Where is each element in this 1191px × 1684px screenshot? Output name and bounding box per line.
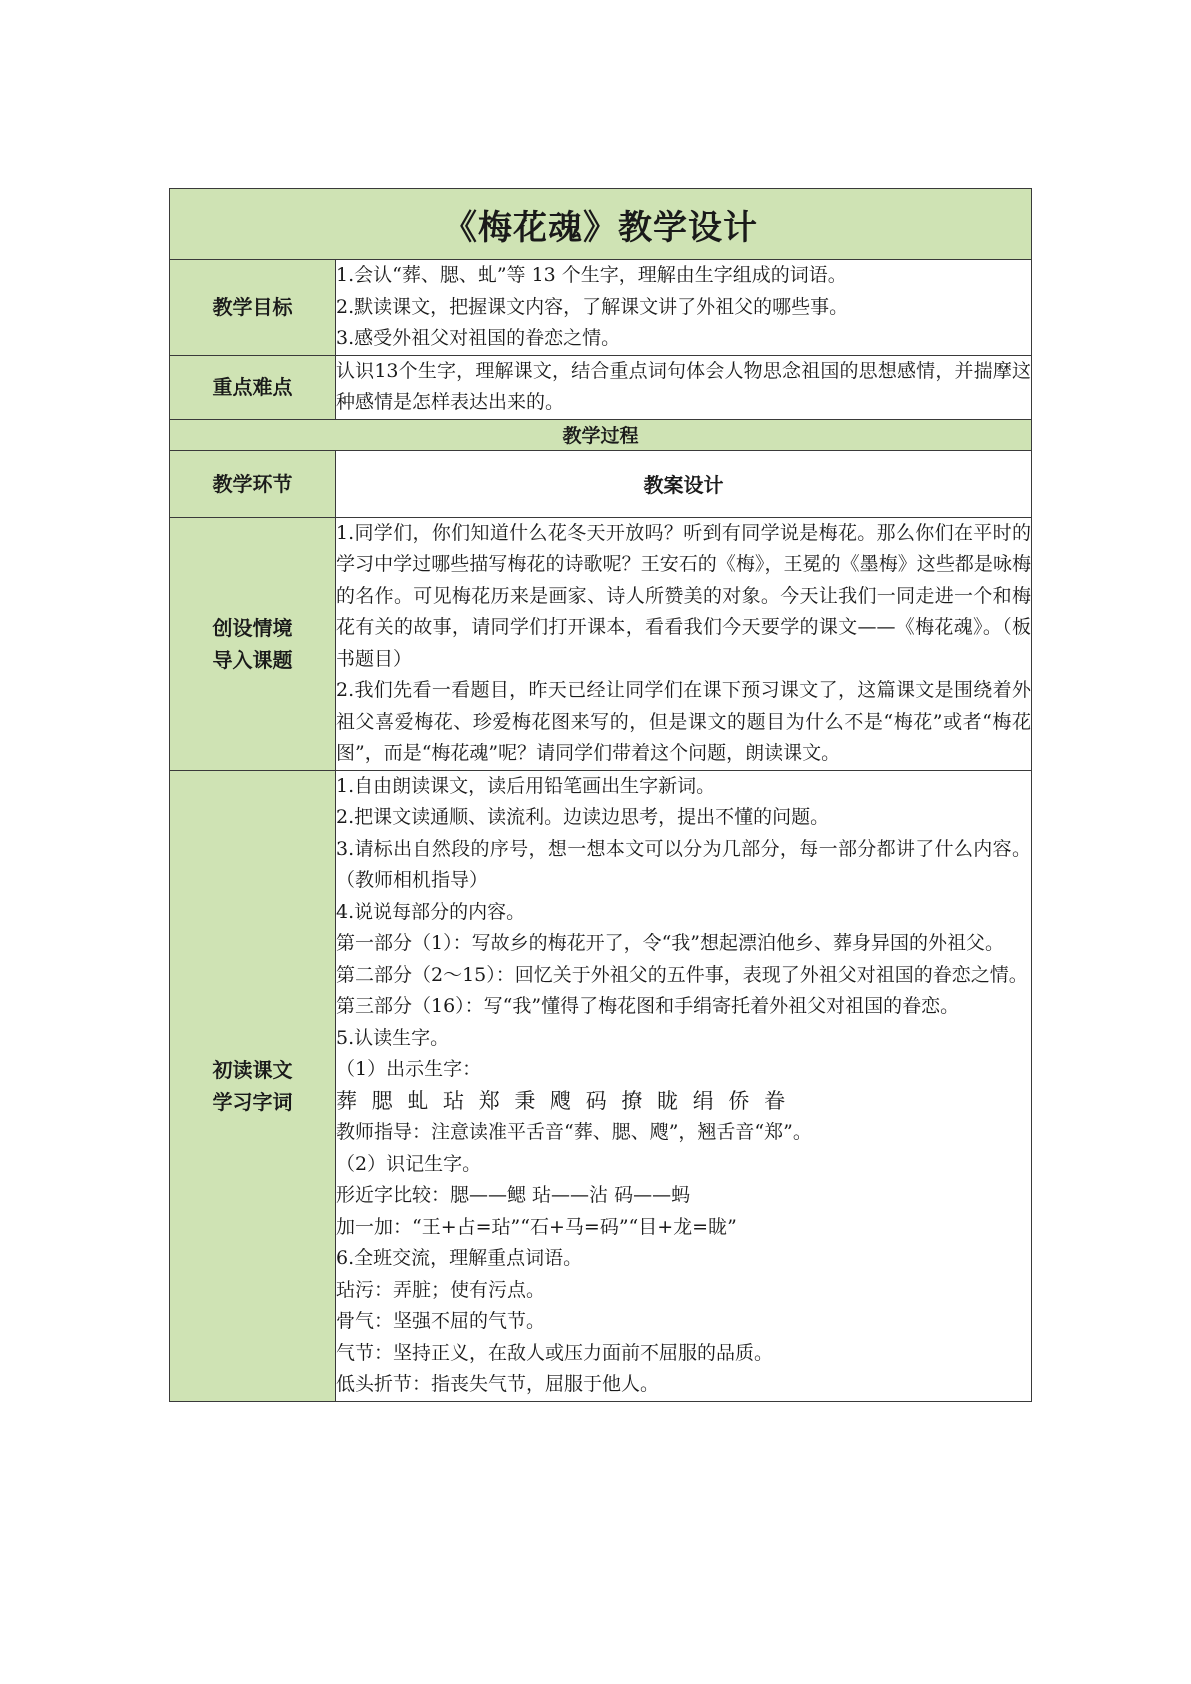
paragraph: 第三部分（16）：写“我”懂得了梅花图和手绢寄托着外祖父对祖国的眷恋。 [336, 995, 960, 1017]
goal-item: 2.默读课文，把握课文内容，了解课文讲了外祖父的哪些事。 [336, 295, 849, 318]
design-column-header: 教案设计 [336, 450, 1032, 517]
paragraph: 玷污：弄脏；使有污点。 [336, 1278, 546, 1301]
stage-content [336, 517, 1032, 770]
key-points-text: 认识13个生字，理解课文，结合重点词句体会人物思念祖国的思想感情，并揣摩这种感情是怎样表达出来的。 [336, 359, 1031, 413]
paragraph: 低头折节：指丧失气节，屈服于他人。 [336, 1373, 660, 1395]
paragraph: 气节：坚持正义，在敌人或压力面前不屈服的品质。 [336, 1341, 774, 1364]
stage-label [170, 770, 336, 1401]
stage-label-line: 导入课题 [212, 647, 293, 672]
key-points-label: 重点难点 [170, 355, 336, 419]
process-heading: 教学过程 [170, 419, 1032, 450]
stage-row [170, 770, 1032, 1401]
goal-item: 3.感受外祖父对祖国的眷恋之情。 [336, 327, 621, 349]
stage-label-line: 初读课文 [212, 1057, 293, 1082]
paragraph: 6.全班交流，理解重点词语。 [336, 1247, 583, 1269]
paragraph-text: 1.同学们，你们知道什么花冬天开放吗？听到有同学说是梅花。那么你们在平时的学习中学过哪些描写梅花的诗歌呢？王安石的《梅》，王冕的《墨梅》这些都是咏梅的名作。可见梅花历来是画家、诗人所赞美的对象。今天让我们一同走进一个和梅花有关的故事，请同学们打开课本，看看我们今天要学的课文——《梅花魂》。 [336, 521, 1031, 638]
lesson-plan-table [169, 188, 1032, 1402]
paragraph: 1.自由朗读课文，读后用铅笔画出生字新词。 [336, 774, 716, 797]
board-note: （板书题目） [336, 616, 1031, 670]
goal-item: 1.会认“葬、腮、虬”等 13 个生字，理解由生字组成的词语。 [336, 264, 847, 286]
stage-label [170, 517, 336, 770]
paragraph: 第二部分（2～15）：回忆关于外祖父的五件事，表现了外祖父对祖国的眷恋之情。 [336, 963, 1028, 986]
paragraph: （2）识记生字。 [336, 1152, 482, 1175]
stage-row [170, 517, 1032, 770]
document-title: 《梅花魂》教学设计 [170, 189, 1032, 260]
paragraph: 2.我们先看一看题目，昨天已经让同学们在课下预习课文了，这篇课文是围绕着外祖父喜爱梅花、珍爱梅花图来写的，但是课文的题目为什么不是“梅花”或者“梅花图”，而是“梅花魂”呢？请同学们带着这个问题，朗读课文。 [336, 679, 1031, 764]
stage-column-header: 教学环节 [170, 450, 336, 517]
paragraph: （1）出示生字： [336, 1058, 482, 1080]
paragraph: 2.把课文读通顺、读流利。边读边思考，提出不懂的问题。 [336, 806, 830, 828]
column-header-row [170, 450, 1032, 517]
key-points-content [336, 355, 1032, 419]
key-points-row [170, 355, 1032, 419]
stage-label-line: 学习字词 [212, 1089, 293, 1114]
goals-row [170, 260, 1032, 356]
paragraph-text: 3.请标出自然段的序号，想一想本文可以分为几部分，每一部分都讲了什么内容。 [336, 837, 1031, 860]
paragraph: 形近字比较：腮——鳃 玷——沾 码——蚂 [336, 1184, 691, 1206]
stage-content [336, 770, 1032, 1401]
paragraph: 加一加：“王+占=玷”“石+马=码”“目+龙=眬” [336, 1215, 737, 1238]
goals-label: 教学目标 [170, 260, 336, 356]
paragraph: 4.说说每部分的内容。 [336, 900, 526, 923]
goals-content [336, 260, 1032, 356]
title-row [170, 189, 1032, 260]
teacher-note: （教师相机指导） [336, 869, 489, 891]
paragraph [336, 518, 1031, 676]
paragraph: 骨气：坚强不屈的气节。 [336, 1310, 546, 1332]
paragraph: 教师指导：注意读准平舌音“葬、腮、飕”，翘舌音“郑”。 [336, 1121, 812, 1143]
stage-label-line: 创设情境 [212, 615, 293, 640]
paragraph: 5.认读生字。 [336, 1026, 450, 1049]
paragraph: 第一部分（1）：写故乡的梅花开了，令“我”想起漂泊他乡、葬身异国的外祖父。 [336, 932, 1005, 954]
process-heading-row [170, 419, 1032, 450]
paragraph [336, 834, 1031, 897]
new-characters: 葬 腮 虬 玷 郑 秉 飕 码 撩 眬 绢 侨 眷 [336, 1088, 788, 1113]
